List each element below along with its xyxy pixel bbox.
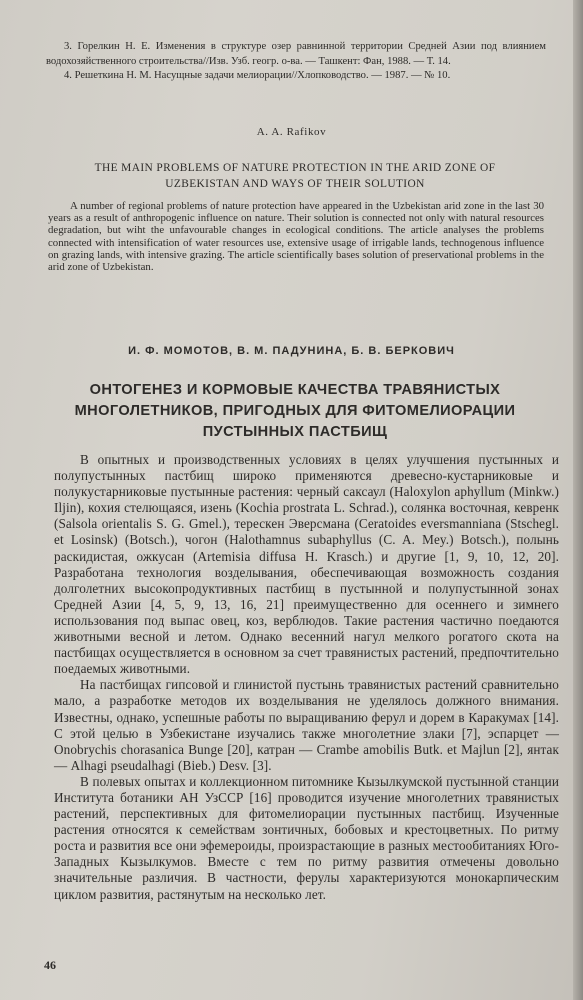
english-title: THE MAIN PROBLEMS OF NATURE PROTECTION IN THE ARID ZONE OF UZBEKISTAN AND WAYS OF THEIR SOLUTION (94, 162, 496, 190)
page-number: 46 (44, 958, 56, 972)
references-list (46, 40, 546, 84)
reference-3: 3. Горелкин Н. Е. Изменения в структуре озер равнинной территории Средней Азии под влиянием водохозяйственного строительства//Изв. Узб. геогр. о-ва. — Ташкент: Фан, 1988. — Т. 14. (46, 41, 546, 67)
article-authors: И. Ф. МОМОТОВ, В. М. ПАДУНИНА, Б. В. БЕРКОВИЧ (128, 345, 455, 357)
reference-4: 4. Решеткина Н. М. Насущные задачи мелиорации//Хлопководство. — 1987. — № 10. (64, 70, 451, 82)
article-title: ОНТОГЕНЕЗ И КОРМОВЫЕ КАЧЕСТВА ТРАВЯНИСТЫХ МНОГОЛЕТНИКОВ, ПРИГОДНЫХ ДЛЯ ФИТОМЕЛИОРАЦИИ ПУСТЫННЫХ ПАСТБИЩ (74, 382, 516, 440)
english-abstract (48, 200, 544, 273)
body-paragraph-3: В полевых опытах и коллекционном питомнике Кызылкумской пустынной станции Института ботаники АН УзССР [16] проводится изучение многолетних травянистых растений, перспективных для фитомелиорации пустынных пастбищ. Изученные растения относятся к семействам зонтичных, бобовых и крестоцветных. По ритму роста и развития все они эфемероиды, произрастающие в разных местообитаниях Юго-Западных Кызылкумов. Вместе с тем по ритму развития отмечены довольно значительные различия. В частности, ферулы характеризуются монокарпическим циклом развития, растянутым на несколько лет. (54, 773, 559, 902)
page-edge (573, 0, 583, 1000)
body-paragraph-1: В опытных и производственных условиях в целях улучшения пустынных и полупустынных пастбищ широко применяются древесно-кустарниковые и полукустарниковые пустынные растения: черный саксаул (Haloxylon aphyllum (Minkw.) Iljin), кохия стелющаяся, изень (Kochia prostrata L. Schrad.), солянка восточная, кевренк (Salsola orientalis S. G. Gmel.), терескен Эверсмана (Ceratoides eversmanniana (Stschegl. et Losinsk) (Botsch.), чогон (Halothamnus subaphyllus (C. A. Mey.) Botsch.), полынь раскидистая, ожкусан (Artemisia diffusa H. Krasch.) и другие [1, 9, 10, 12, 20]. Разработана технология возделывания, обеспечивающая возможность создания долголетних высокопродуктивных пастбищ в пустынной и полупустынной зонах Средней Азии [4, 5, 9, 13, 16, 21] преимущественно для осеннего и зимнего использования под выпас овец, коз, верблюдов. Такие растения частично поедаются животными весной и летом. Однако весенний нагул мелкого рогатого скота на пастбищах осуществляется в основном за счет травянистых растений, предпочтительно поедаемых животными. (54, 452, 559, 677)
english-abstract-text: A number of regional problems of nature protection have appeared in the Uzbekistan arid zone in the last 30 years as a result of anthropogenic influence on nature. Their solution is connected not only with natural resources degradation, but wiht the unfavourable changes in ecological conditions. The article analyses the problems connected with intensification of water resources use, extensive usage of irrigable lands, technogenous influence on grazing lands, with intensive grazing. The article scientifically bases solution of preservational problems in the arid zone of Uzbekistan. (48, 200, 544, 274)
body-paragraph-2: На пастбищах гипсовой и глинистой пустынь травянистых растений сравнительно мало, а разработке методов их возделывания не уделялось должного внимания. Известны, однако, успешные работы по выращиванию ферул и дорем в Каракумах [14]. С этой целью в Узбекистане изучались также многолетние злаки [7], эспарцет — Onobrychis chorasanica Bunge [20], катран — Crambe amobilis Butk. et Majlun [2], янтак — Alhagi pseudalhagi (Bieb.) Desv. [3]. (54, 677, 559, 773)
english-author: A. A. Rafikov (256, 126, 327, 138)
article-body (54, 452, 559, 903)
